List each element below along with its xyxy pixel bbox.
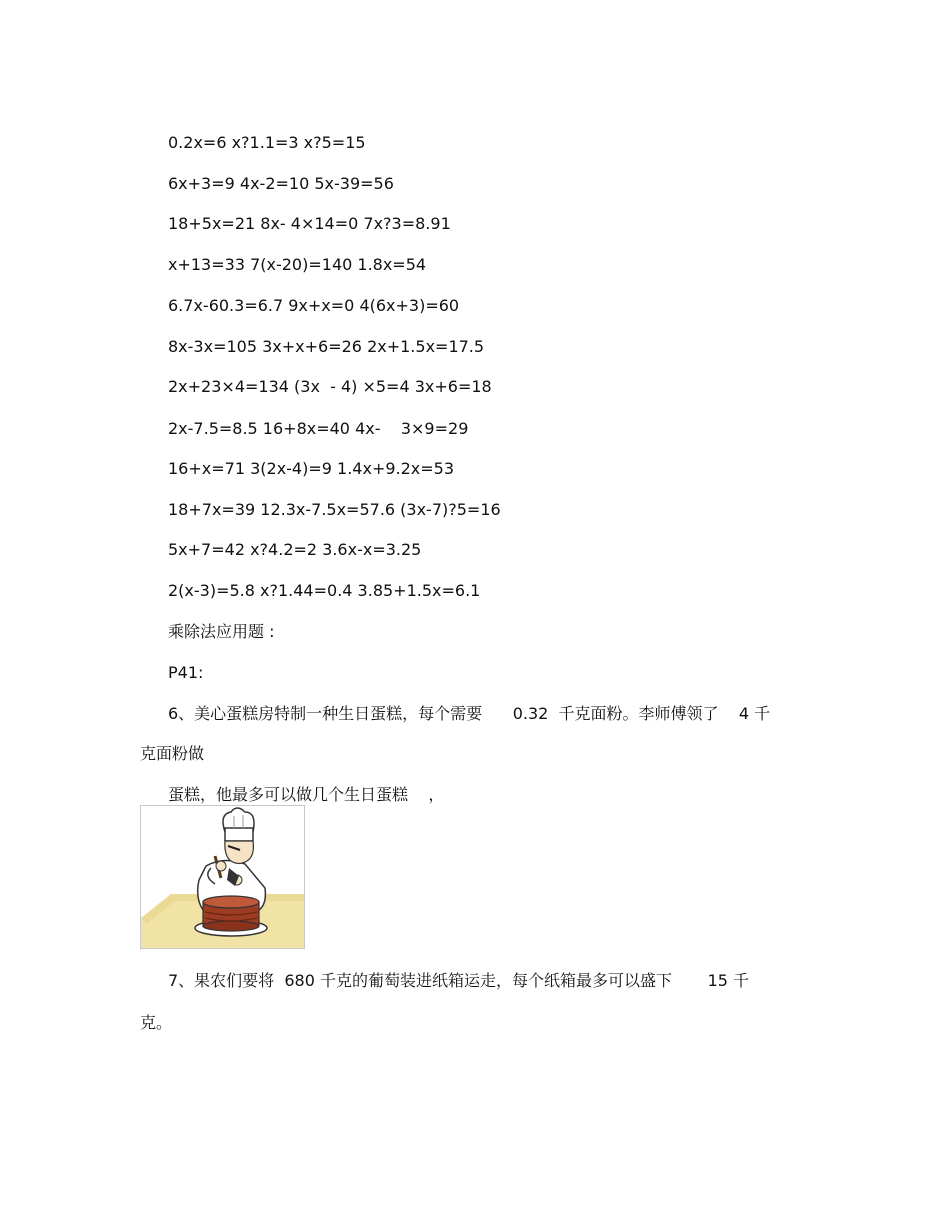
equation-line: 6.7x-60.3=6.7 9x+x=0 4(6x+3)=60 bbox=[168, 296, 460, 315]
equation-line: 5x+7=42 x?4.2=2 3.6x-x=3.25 bbox=[168, 540, 422, 559]
section-heading: 乘除法应用题 : bbox=[168, 622, 275, 641]
problem-6-text-continued: 克面粉做 bbox=[140, 744, 205, 763]
equation-line: 2(x-3)=5.8 x?1.44=0.4 3.85+1.5x=6.1 bbox=[168, 581, 481, 600]
problem-6-text: 6、美心蛋糕房特制一种生日蛋糕，每个需要 0.32 千克面粉。李师傅领了 4 千 bbox=[168, 704, 771, 723]
problem-6-question: 蛋糕，他最多可以做几个生日蛋糕 ， bbox=[168, 785, 445, 804]
equation-line: 16+x=71 3(2x-4)=9 1.4x+9.2x=53 bbox=[168, 459, 455, 478]
equation-line: 18+5x=21 8x- 4×14=0 7x?3=8.91 bbox=[168, 214, 451, 233]
equation-line: 2x+23×4=134 (3x - 4) ×5=4 3x+6=18 bbox=[168, 377, 492, 396]
problem-7-text: 7、果农们要将 680 千克的葡萄装进纸箱运走，每个纸箱最多可以盛下 15 千 bbox=[168, 971, 750, 990]
equation-line: x+13=33 7(x-20)=140 1.8x=54 bbox=[168, 255, 427, 274]
equation-line: 18+7x=39 12.3x-7.5x=57.6 (3x-7)?5=16 bbox=[168, 500, 501, 519]
equation-line: 8x-3x=105 3x+x+6=26 2x+1.5x=17.5 bbox=[168, 337, 485, 356]
equation-line: 6x+3=9 4x-2=10 5x-39=56 bbox=[168, 174, 394, 193]
page-reference: P41: bbox=[168, 663, 204, 682]
chef-decorating-cake-illustration bbox=[140, 805, 305, 949]
equation-line: 0.2x=6 x?1.1=3 x?5=15 bbox=[168, 133, 366, 152]
equation-line: 2x-7.5=8.5 16+8x=40 4x- 3×9=29 bbox=[168, 419, 469, 438]
problem-7-text-continued: 克。 bbox=[140, 1013, 173, 1032]
